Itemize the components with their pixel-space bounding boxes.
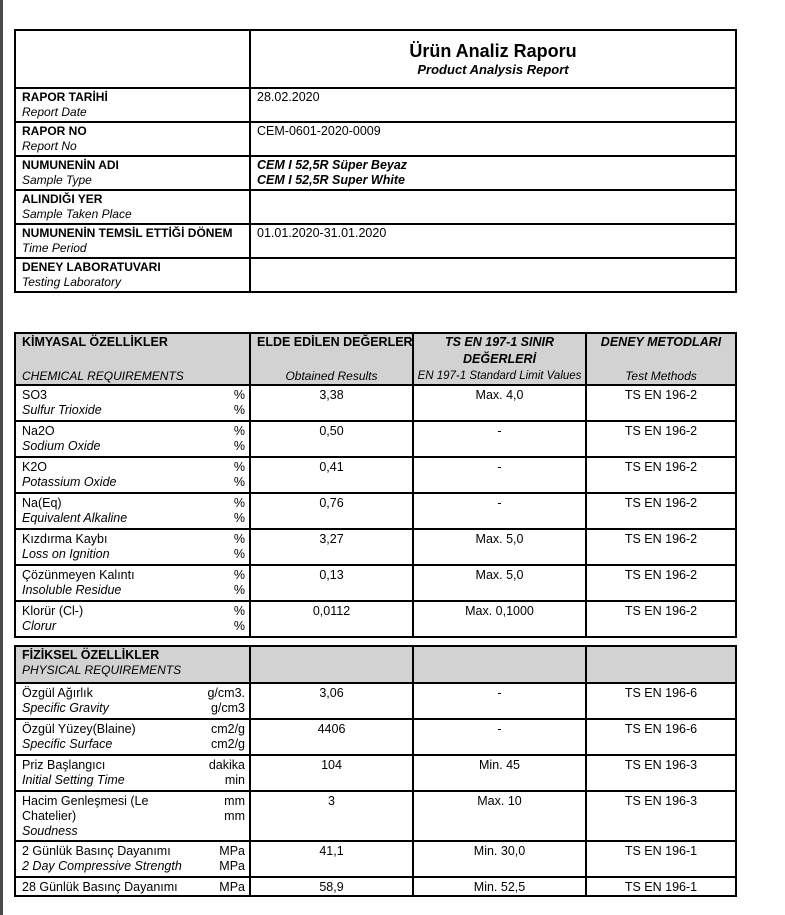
property-unit: cm2/g — [210, 737, 245, 751]
property-line — [22, 880, 245, 895]
property-unit: dakika — [208, 758, 245, 772]
property-unit: % — [233, 460, 245, 474]
property-unit: % — [233, 583, 245, 597]
property-cell — [15, 755, 250, 791]
property-line — [22, 773, 245, 788]
obtained-value-cell: 41,1 — [250, 841, 413, 877]
info-table — [14, 29, 737, 293]
property-unit: % — [233, 619, 245, 633]
property-unit: % — [233, 439, 245, 453]
property-name: Na2O — [22, 424, 55, 438]
physical-header-empty-2 — [413, 646, 586, 683]
limit-value-cell: - — [413, 493, 586, 529]
table-row — [15, 719, 736, 755]
info-label-tr: RAPOR NO — [22, 124, 87, 138]
chemical-header-obtained — [250, 333, 413, 385]
header-property-tr: KİMYASAL ÖZELLİKLER — [22, 335, 168, 349]
property-name: K2O — [22, 460, 48, 474]
property-cell — [15, 493, 250, 529]
obtained-value-cell: 3 — [250, 791, 413, 841]
property-line — [22, 439, 245, 454]
limit-value-cell: - — [413, 457, 586, 493]
property-name: Clorur — [22, 619, 57, 633]
physical-table — [14, 645, 737, 897]
method-cell: TS EN 196-6 — [586, 683, 736, 719]
property-unit: MPa — [219, 844, 245, 858]
property-name: Priz Başlangıcı — [22, 758, 106, 772]
property-name: Specific Surface — [22, 737, 113, 751]
property-line — [22, 701, 245, 716]
limit-value-cell: - — [413, 421, 586, 457]
property-name: Equivalent Alkaline — [22, 511, 128, 525]
property-unit: % — [233, 424, 245, 438]
table-row — [15, 385, 736, 421]
limit-value-cell: Max. 5,0 — [413, 529, 586, 565]
title-cell — [250, 30, 736, 88]
obtained-value-cell: 58,9 — [250, 877, 413, 896]
property-unit: cm2/g — [210, 722, 245, 736]
page-edge-shadow — [0, 0, 3, 915]
property-cell — [15, 877, 250, 896]
property-unit: % — [233, 568, 245, 582]
chemical-table — [14, 332, 737, 638]
info-label-en: Time Period — [22, 241, 87, 255]
chemical-header-method — [586, 333, 736, 385]
property-line — [22, 460, 245, 475]
chemical-header-limit — [413, 333, 586, 385]
info-value-cell — [250, 122, 736, 156]
method-cell: TS EN 196-1 — [586, 841, 736, 877]
info-row — [15, 88, 736, 122]
method-cell: TS EN 196-3 — [586, 791, 736, 841]
property-line — [22, 809, 245, 824]
property-line — [22, 844, 245, 859]
info-value-cell — [250, 88, 736, 122]
property-cell — [15, 565, 250, 601]
header-method-tr: DENEY METODLARI — [600, 335, 722, 349]
info-label-cell — [15, 122, 250, 156]
info-label-cell — [15, 88, 250, 122]
logo-cell — [15, 30, 250, 88]
physical-header-empty-3 — [586, 646, 736, 683]
property-name: 2 Günlük Basınç Dayanımı — [22, 844, 171, 858]
property-name: Na(Eq) — [22, 496, 62, 510]
info-label-tr: NUMUNENİN ADI — [22, 158, 119, 172]
property-cell — [15, 421, 250, 457]
property-name: Çözünmeyen Kalıntı — [22, 568, 135, 582]
property-line — [22, 475, 245, 490]
limit-value-cell: Max. 0,1000 — [413, 601, 586, 637]
property-unit: g/cm3 — [210, 701, 245, 715]
property-line — [22, 794, 245, 809]
property-unit: MPa — [219, 880, 245, 894]
property-unit: % — [233, 604, 245, 618]
property-unit: % — [233, 496, 245, 510]
obtained-value-cell: 0,50 — [250, 421, 413, 457]
table-row — [15, 529, 736, 565]
property-line — [22, 604, 245, 619]
info-label-tr: NUMUNENİN TEMSİL ETTİĞİ DÖNEM — [22, 226, 233, 240]
property-line — [22, 403, 245, 418]
header-physical-tr: FİZİKSEL ÖZELLİKLER — [22, 648, 160, 662]
obtained-value-cell: 0,76 — [250, 493, 413, 529]
header-property-en: CHEMICAL REQUIREMENTS — [22, 369, 184, 383]
property-unit — [241, 824, 245, 839]
physical-header-property — [15, 646, 250, 683]
property-unit: % — [233, 403, 245, 417]
info-value: 28.02.2020 — [257, 90, 320, 104]
obtained-value-cell: 0,13 — [250, 565, 413, 601]
header-obtained-en: Obtained Results — [285, 369, 378, 383]
property-unit: % — [233, 475, 245, 489]
property-unit: % — [233, 388, 245, 402]
table-row — [15, 493, 736, 529]
method-cell: TS EN 196-2 — [586, 529, 736, 565]
property-line — [22, 388, 245, 403]
table-row — [15, 755, 736, 791]
info-label-cell — [15, 190, 250, 224]
table-row — [15, 601, 736, 637]
property-name: Potassium Oxide — [22, 475, 117, 489]
method-cell: TS EN 196-2 — [586, 421, 736, 457]
property-line — [22, 859, 245, 874]
property-name: Soudness — [22, 824, 78, 838]
limit-value-cell: Min. 52,5 — [413, 877, 586, 896]
report-header-section — [14, 29, 737, 293]
header-obtained-tr: ELDE EDİLEN DEĞERLER — [257, 335, 413, 349]
method-cell: TS EN 196-2 — [586, 385, 736, 421]
property-name: SO3 — [22, 388, 48, 402]
property-line — [22, 511, 245, 526]
property-cell — [15, 385, 250, 421]
header-limit-tr-line2: DEĞERLERİ — [463, 352, 536, 366]
limit-value-cell: Max. 5,0 — [413, 565, 586, 601]
property-name: Initial Setting Time — [22, 773, 125, 787]
info-row — [15, 258, 736, 292]
property-cell — [15, 457, 250, 493]
limit-value-cell: Max. 10 — [413, 791, 586, 841]
property-line — [22, 619, 245, 634]
property-unit: min — [224, 773, 245, 787]
property-unit: % — [233, 547, 245, 561]
info-value-cell — [250, 224, 736, 258]
table-row — [15, 421, 736, 457]
info-label-cell — [15, 258, 250, 292]
table-row — [15, 791, 736, 841]
property-line — [22, 824, 245, 839]
obtained-value-cell: 3,27 — [250, 529, 413, 565]
limit-value-cell: Max. 4,0 — [413, 385, 586, 421]
info-label-cell — [15, 156, 250, 190]
property-cell — [15, 841, 250, 877]
property-line — [22, 424, 245, 439]
property-line — [22, 737, 245, 752]
obtained-value-cell: 104 — [250, 755, 413, 791]
limit-value-cell: Min. 45 — [413, 755, 586, 791]
property-cell — [15, 719, 250, 755]
method-cell: TS EN 196-2 — [586, 493, 736, 529]
property-name: Özgül Yüzey(Blaine) — [22, 722, 136, 736]
property-name: Chatelier) — [22, 809, 77, 823]
info-value: CEM I 52,5R Super White — [257, 173, 405, 187]
method-cell: TS EN 196-2 — [586, 457, 736, 493]
info-label-cell — [15, 224, 250, 258]
property-name: Specific Gravity — [22, 701, 109, 715]
method-cell: TS EN 196-6 — [586, 719, 736, 755]
property-line — [22, 686, 245, 701]
property-line — [22, 722, 245, 737]
header-limit-en: EN 197-1 Standard Limit Values — [417, 370, 582, 382]
table-row — [15, 683, 736, 719]
limit-value-cell: - — [413, 719, 586, 755]
info-row — [15, 190, 736, 224]
info-label-en: Testing Laboratory — [22, 275, 121, 289]
property-name: 2 Day Compressive Strength — [22, 859, 182, 873]
property-name: Klorür (Cl-) — [22, 604, 84, 618]
property-unit: MPa — [219, 859, 245, 873]
property-line — [22, 547, 245, 562]
header-limit-tr-line1: TS EN 197-1 SINIR — [444, 335, 555, 349]
property-name: Sulfur Trioxide — [22, 403, 102, 417]
page-title: Ürün Analiz Raporu — [409, 41, 577, 61]
info-value-cell — [250, 156, 736, 190]
table-row — [15, 877, 736, 896]
title-row — [15, 30, 736, 88]
property-line — [22, 758, 245, 773]
table-row — [15, 457, 736, 493]
method-cell: TS EN 196-2 — [586, 565, 736, 601]
property-line — [22, 568, 245, 583]
chemical-header-row — [15, 333, 736, 385]
info-label-tr: DENEY LABORATUVARI — [22, 260, 161, 274]
physical-header-empty-1 — [250, 646, 413, 683]
obtained-value-cell: 3,38 — [250, 385, 413, 421]
method-cell: TS EN 196-1 — [586, 877, 736, 896]
info-row — [15, 156, 736, 190]
info-label-en: Report No — [22, 139, 77, 153]
info-label-tr: RAPOR TARİHİ — [22, 90, 108, 104]
info-value-cell — [250, 258, 736, 292]
property-unit: mm — [224, 809, 245, 823]
chemical-header-property — [15, 333, 250, 385]
header-method-en: Test Methods — [625, 369, 697, 383]
property-cell — [15, 683, 250, 719]
property-name: Kızdırma Kaybı — [22, 532, 108, 546]
property-line — [22, 532, 245, 547]
property-cell — [15, 601, 250, 637]
info-value: CEM I 52,5R Süper Beyaz — [257, 158, 408, 172]
info-label-en: Sample Type — [22, 173, 92, 187]
table-row — [15, 565, 736, 601]
method-cell: TS EN 196-2 — [586, 601, 736, 637]
property-name: Insoluble Residue — [22, 583, 122, 597]
obtained-value-cell: 0,41 — [250, 457, 413, 493]
property-name: Sodium Oxide — [22, 439, 101, 453]
property-line — [22, 496, 245, 511]
property-name: Hacim Genleşmesi (Le — [22, 794, 149, 808]
chemical-section — [14, 332, 737, 638]
property-line — [22, 583, 245, 598]
info-label-tr: ALINDIĞI YER — [22, 192, 103, 206]
physical-header-row — [15, 646, 736, 683]
info-row — [15, 122, 736, 156]
obtained-value-cell: 0,0112 — [250, 601, 413, 637]
property-name: Loss on Ignition — [22, 547, 110, 561]
property-cell — [15, 791, 250, 841]
property-name: 28 Günlük Basınç Dayanımı — [22, 880, 178, 894]
info-row — [15, 224, 736, 258]
info-value: CEM-0601-2020-0009 — [257, 124, 381, 138]
property-unit: g/cm3. — [207, 686, 245, 700]
obtained-value-cell: 4406 — [250, 719, 413, 755]
obtained-value-cell: 3,06 — [250, 683, 413, 719]
info-value: 01.01.2020-31.01.2020 — [257, 226, 387, 240]
table-row — [15, 841, 736, 877]
property-unit: % — [233, 511, 245, 525]
property-unit: % — [233, 532, 245, 546]
header-physical-en: PHYSICAL REQUIREMENTS — [22, 663, 182, 677]
info-label-en: Report Date — [22, 105, 87, 119]
info-label-en: Sample Taken Place — [22, 207, 132, 221]
limit-value-cell: Min. 30,0 — [413, 841, 586, 877]
property-unit: mm — [224, 794, 245, 808]
method-cell: TS EN 196-3 — [586, 755, 736, 791]
property-cell — [15, 529, 250, 565]
physical-section — [14, 645, 737, 897]
property-name: Özgül Ağırlık — [22, 686, 93, 700]
info-value-cell — [250, 190, 736, 224]
page-subtitle: Product Analysis Report — [417, 62, 569, 77]
limit-value-cell: - — [413, 683, 586, 719]
